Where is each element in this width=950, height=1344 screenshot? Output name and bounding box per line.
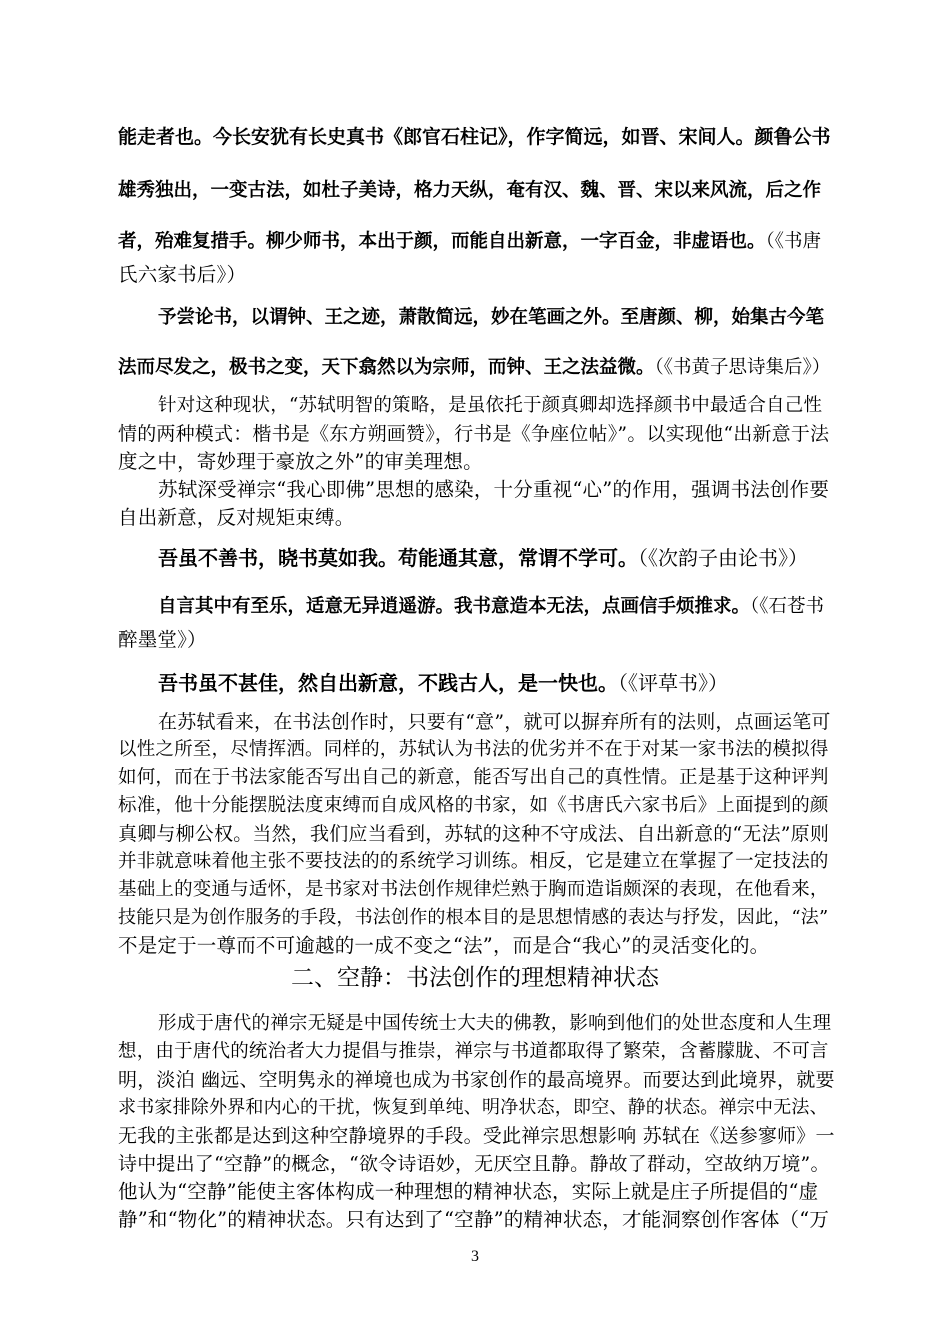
quote-4-text: 自言其中有至乐，适意无异逍遥游。我书意造本无法，点画信手烦推求。 — [158, 596, 751, 617]
paragraph-4-line-6: 诗中提出了“空静”的概念，“欲令诗语妙，无厌空且静。静故了群动，空故纳万境”。 — [118, 1153, 830, 1175]
quote-4-source-continued: 醉墨堂》） — [118, 628, 207, 651]
quote-1-line-3 — [118, 229, 838, 255]
paragraph-4-line-2: 想，由于唐代的统治者大力提倡与推崇，禅宗与书道都取得了繁荣，含蓄朦胧、不可言 — [118, 1041, 829, 1062]
paragraph-3-line-8: 技能只是为创作服务的手段，书法创作的根本目的是思想情感的表达与抒发，因此，“法” — [118, 907, 829, 928]
paragraph-3-line-5: 真卿与柳公权。当然，我们应当看到，苏轼的这种不守成法、自出新意的“无法”原则 — [118, 823, 830, 845]
paragraph-1-line-3: 度之中，寄妙理于豪放之外”的审美理想。 — [118, 450, 483, 473]
paragraph-1-line-1: 针对这种现状，“苏轼明智的策略，是虽依托于颜真卿却选择颜书中最适合自己性 — [158, 395, 823, 416]
section-heading: 二、空静：书法创作的理想精神状态 — [291, 965, 659, 991]
paragraph-3-line-7: 基础上的变通与适怀，是书家对书法创作规律烂熟于胸而造诣颇深的表现，在他看来， — [118, 879, 829, 900]
quote-1-line-3-text: 者，殆难复措手。柳少师书，本出于颜，而能自出新意，一字百金，非虚语也。 — [118, 231, 766, 252]
paragraph-4-line-8: 静”和“物化”的精神状态。只有达到了“空静”的精神状态，才能洞察创作客体（“万 — [118, 1208, 830, 1231]
quote-1-source-continued: 氏六家书后》） — [118, 263, 247, 286]
quote-1-line-2: 雄秀独出，一变古法，如杜子美诗，格力天纵，奄有汉、魏、晋、宋以来风流，后之作 — [118, 180, 822, 201]
quote-2-source: （《书黄子思诗集后》） — [654, 357, 831, 378]
quote-5-source: （《评草书》） — [618, 671, 728, 695]
quote-3-text: 吾虽不善书，晓书莫如我。苟能通其意，常谓不学可。 — [158, 546, 638, 570]
page-number: 3 — [471, 1248, 479, 1265]
quote-3 — [158, 545, 838, 571]
paragraph-3-line-9: 不是定于一尊而不可逾越的一成不变之“法”，而是合“我心”的灵活变化的。 — [118, 934, 770, 957]
quote-4-source: （《石苍书 — [750, 596, 825, 617]
quote-2-line-2-text: 法而尽发之，极书之变，天下翕然以为宗师，而钟、王之法益微。 — [118, 357, 655, 378]
paragraph-3-line-2: 以性之所至，尽情挥洒。同样的，苏轼认为书法的优劣并不在于对某一家书法的模拟得 — [118, 739, 829, 760]
quote-2-line-1: 予尝论书，以谓钟、王之迹，萧散简远，妙在笔画之外。至唐颜、柳，始集古今笔 — [158, 307, 825, 328]
quote-5 — [158, 670, 838, 696]
paragraph-4-line-5: 无我的主张都是达到这种空静境界的手段。受此禅宗思想影响 苏轼在《送参寥师》一 — [118, 1125, 835, 1147]
paragraph-4-line-1: 形成于唐代的禅宗无疑是中国传统士大夫的佛教，影响到他们的处世态度和人生理 — [158, 1013, 832, 1034]
paragraph-4-line-4: 求书家排除外界和内心的干扰，恢复到单纯、明净状态，即空、静的状态。禅宗中无法、 — [118, 1097, 828, 1118]
quote-4 — [158, 594, 838, 620]
paragraph-3-line-1: 在苏轼看来，在书法创作时，只要有“意”，就可以摒弃所有的法则，点画运笔可 — [158, 711, 831, 733]
paragraph-2-line-1: 苏轼深受禅宗“我心即佛”思想的感染，十分重视“心”的作用，强调书法创作要 — [158, 478, 830, 501]
paragraph-3-line-6: 并非就意味着他主张不要技法的的系统学习训练。相反，它是建立在掌握了一定技法的 — [118, 851, 829, 872]
paragraph-3-line-4: 标准，他十分能摆脱法度束缚而自成风格的书家，如《书唐氏六家书后》上面提到的颜 — [118, 795, 829, 816]
paragraph-3-line-3: 如何，而在于书法家能否写出自己的新意，能否写出自己的真性情。正是基于这种评判 — [118, 767, 829, 788]
paragraph-2-line-2: 自出新意，反对规矩束缚。 — [118, 506, 355, 529]
quote-1-source: （《书唐 — [765, 231, 822, 252]
quote-2-line-2 — [118, 355, 838, 381]
quote-3-source: （《次韵子由论书》） — [638, 546, 808, 570]
quote-5-text: 吾书虽不甚佳，然自出新意，不践古人，是一快也。 — [158, 671, 618, 695]
quote-1-line-1: 能走者也。今长安犹有长史真书《郎官石柱记》，作字简远，如晋、宋间人。颜鲁公书 — [118, 126, 831, 148]
paragraph-4-line-3: 明，淡泊 幽远、空明隽永的禅境也成为书家创作的最高境界。而要达到此境界，就要 — [118, 1069, 835, 1091]
paragraph-4-line-7: 他认为“空静”能使主客体构成一种理想的精神状态，实际上就是庄子所提倡的“虚 — [118, 1180, 819, 1203]
paragraph-1-line-2: 情的两种模式：楷书是《东方朔画赞》，行书是《争座位帖》”。以实现他“出新意于法 — [118, 423, 830, 445]
